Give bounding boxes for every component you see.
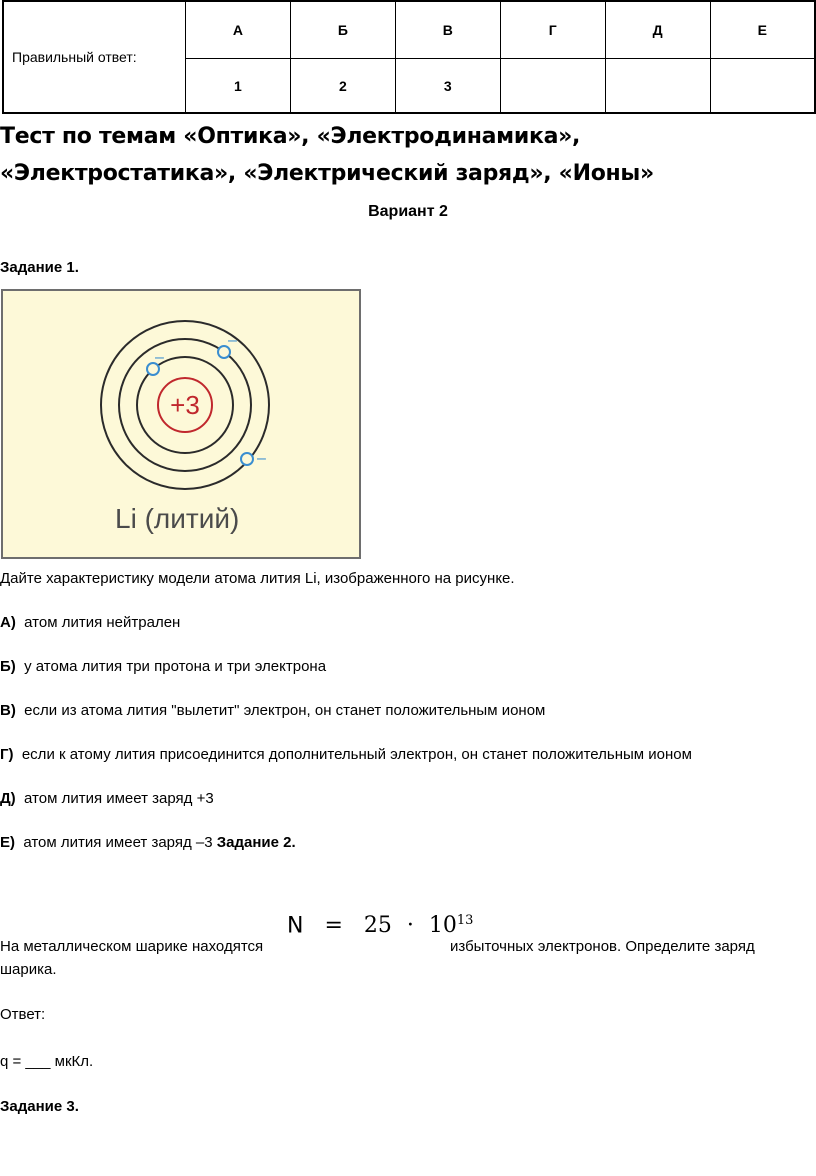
answer-table-label: Правильный ответ:	[3, 1, 186, 113]
option-e	[0, 834, 296, 851]
variant-heading: Вариант 2	[368, 203, 448, 220]
answer-table-cell: 1	[186, 59, 291, 114]
option-b	[0, 658, 326, 675]
formula-mantissa: 25	[363, 913, 392, 939]
option-text: атом лития имеет заряд –3	[23, 834, 213, 851]
answer-table-letter: Д	[605, 1, 710, 59]
answer-table-letter: Г	[500, 1, 605, 59]
answer-table-cell	[710, 59, 815, 114]
task2-text-after: избыточных электронов. Определите заряд	[450, 938, 755, 955]
option-text: атом лития нейтрален	[24, 614, 181, 631]
document-title	[0, 118, 800, 192]
electron-sign: –	[155, 349, 164, 366]
answer-table-cell: 2	[290, 59, 395, 114]
formula-dot: ·	[406, 913, 414, 939]
task1-question: Дайте характеристику модели атома лития Li, изображенного на рисунке.	[0, 570, 515, 587]
option-letter: Д)	[0, 790, 16, 807]
formula-exponent: 13	[456, 913, 474, 928]
formula-lhs: N	[287, 913, 304, 939]
option-text: у атома лития три протона и три электрона	[24, 658, 327, 675]
option-letter: А)	[0, 614, 16, 631]
formula-eq: =	[324, 913, 343, 939]
answer-table-cell	[500, 59, 605, 114]
electron-sign: –	[228, 332, 237, 349]
task3-heading: Задание 3.	[0, 1098, 79, 1115]
task2-heading: Задание 2.	[216, 834, 296, 851]
title-line-1: Тест по темам «Оптика», «Электродинамика»,	[0, 124, 581, 149]
option-a	[0, 614, 180, 631]
option-text: если из атома лития "вылетит" электрон, он станет положительным ионом	[24, 702, 546, 719]
title-line-2: «Электростатика», «Электрический заряд», «Ионы»	[0, 161, 654, 186]
atom-model-diagram	[3, 291, 359, 557]
task2-text-after-cont: шарика.	[0, 961, 57, 978]
lithium-atom-figure	[1, 289, 361, 559]
answer-table	[2, 0, 816, 114]
option-letter: В)	[0, 702, 16, 719]
answer-line: q = ___ мкКл.	[0, 1053, 94, 1070]
option-letter: Е)	[0, 834, 15, 851]
atom-caption: Li (литий)	[115, 503, 240, 534]
answer-table-letter: Е	[710, 1, 815, 59]
option-v	[0, 702, 545, 719]
option-text: если к атому лития присоединится дополнительный электрон, он станет положительным ионом	[21, 746, 692, 763]
task1-heading: Задание 1.	[0, 259, 79, 276]
electron-sign: –	[257, 450, 266, 467]
nucleus-charge-label: +3	[170, 390, 200, 420]
option-letter: Б)	[0, 658, 16, 675]
answer-table-letter: Б	[290, 1, 395, 59]
answer-table-cell: 3	[395, 59, 500, 114]
option-g	[0, 746, 692, 763]
electron	[241, 453, 253, 465]
formula-base: 10	[428, 913, 457, 939]
option-text: атом лития имеет заряд +3	[24, 790, 214, 807]
answer-table-letter: В	[395, 1, 500, 59]
electron-count-formula	[287, 913, 473, 938]
task2-text-before: На металлическом шарике находятся	[0, 938, 264, 955]
answer-table-cell	[605, 59, 710, 114]
option-d	[0, 790, 214, 807]
option-letter: Г)	[0, 746, 14, 763]
answer-table-letter: А	[186, 1, 291, 59]
answer-label: Ответ:	[0, 1006, 46, 1023]
